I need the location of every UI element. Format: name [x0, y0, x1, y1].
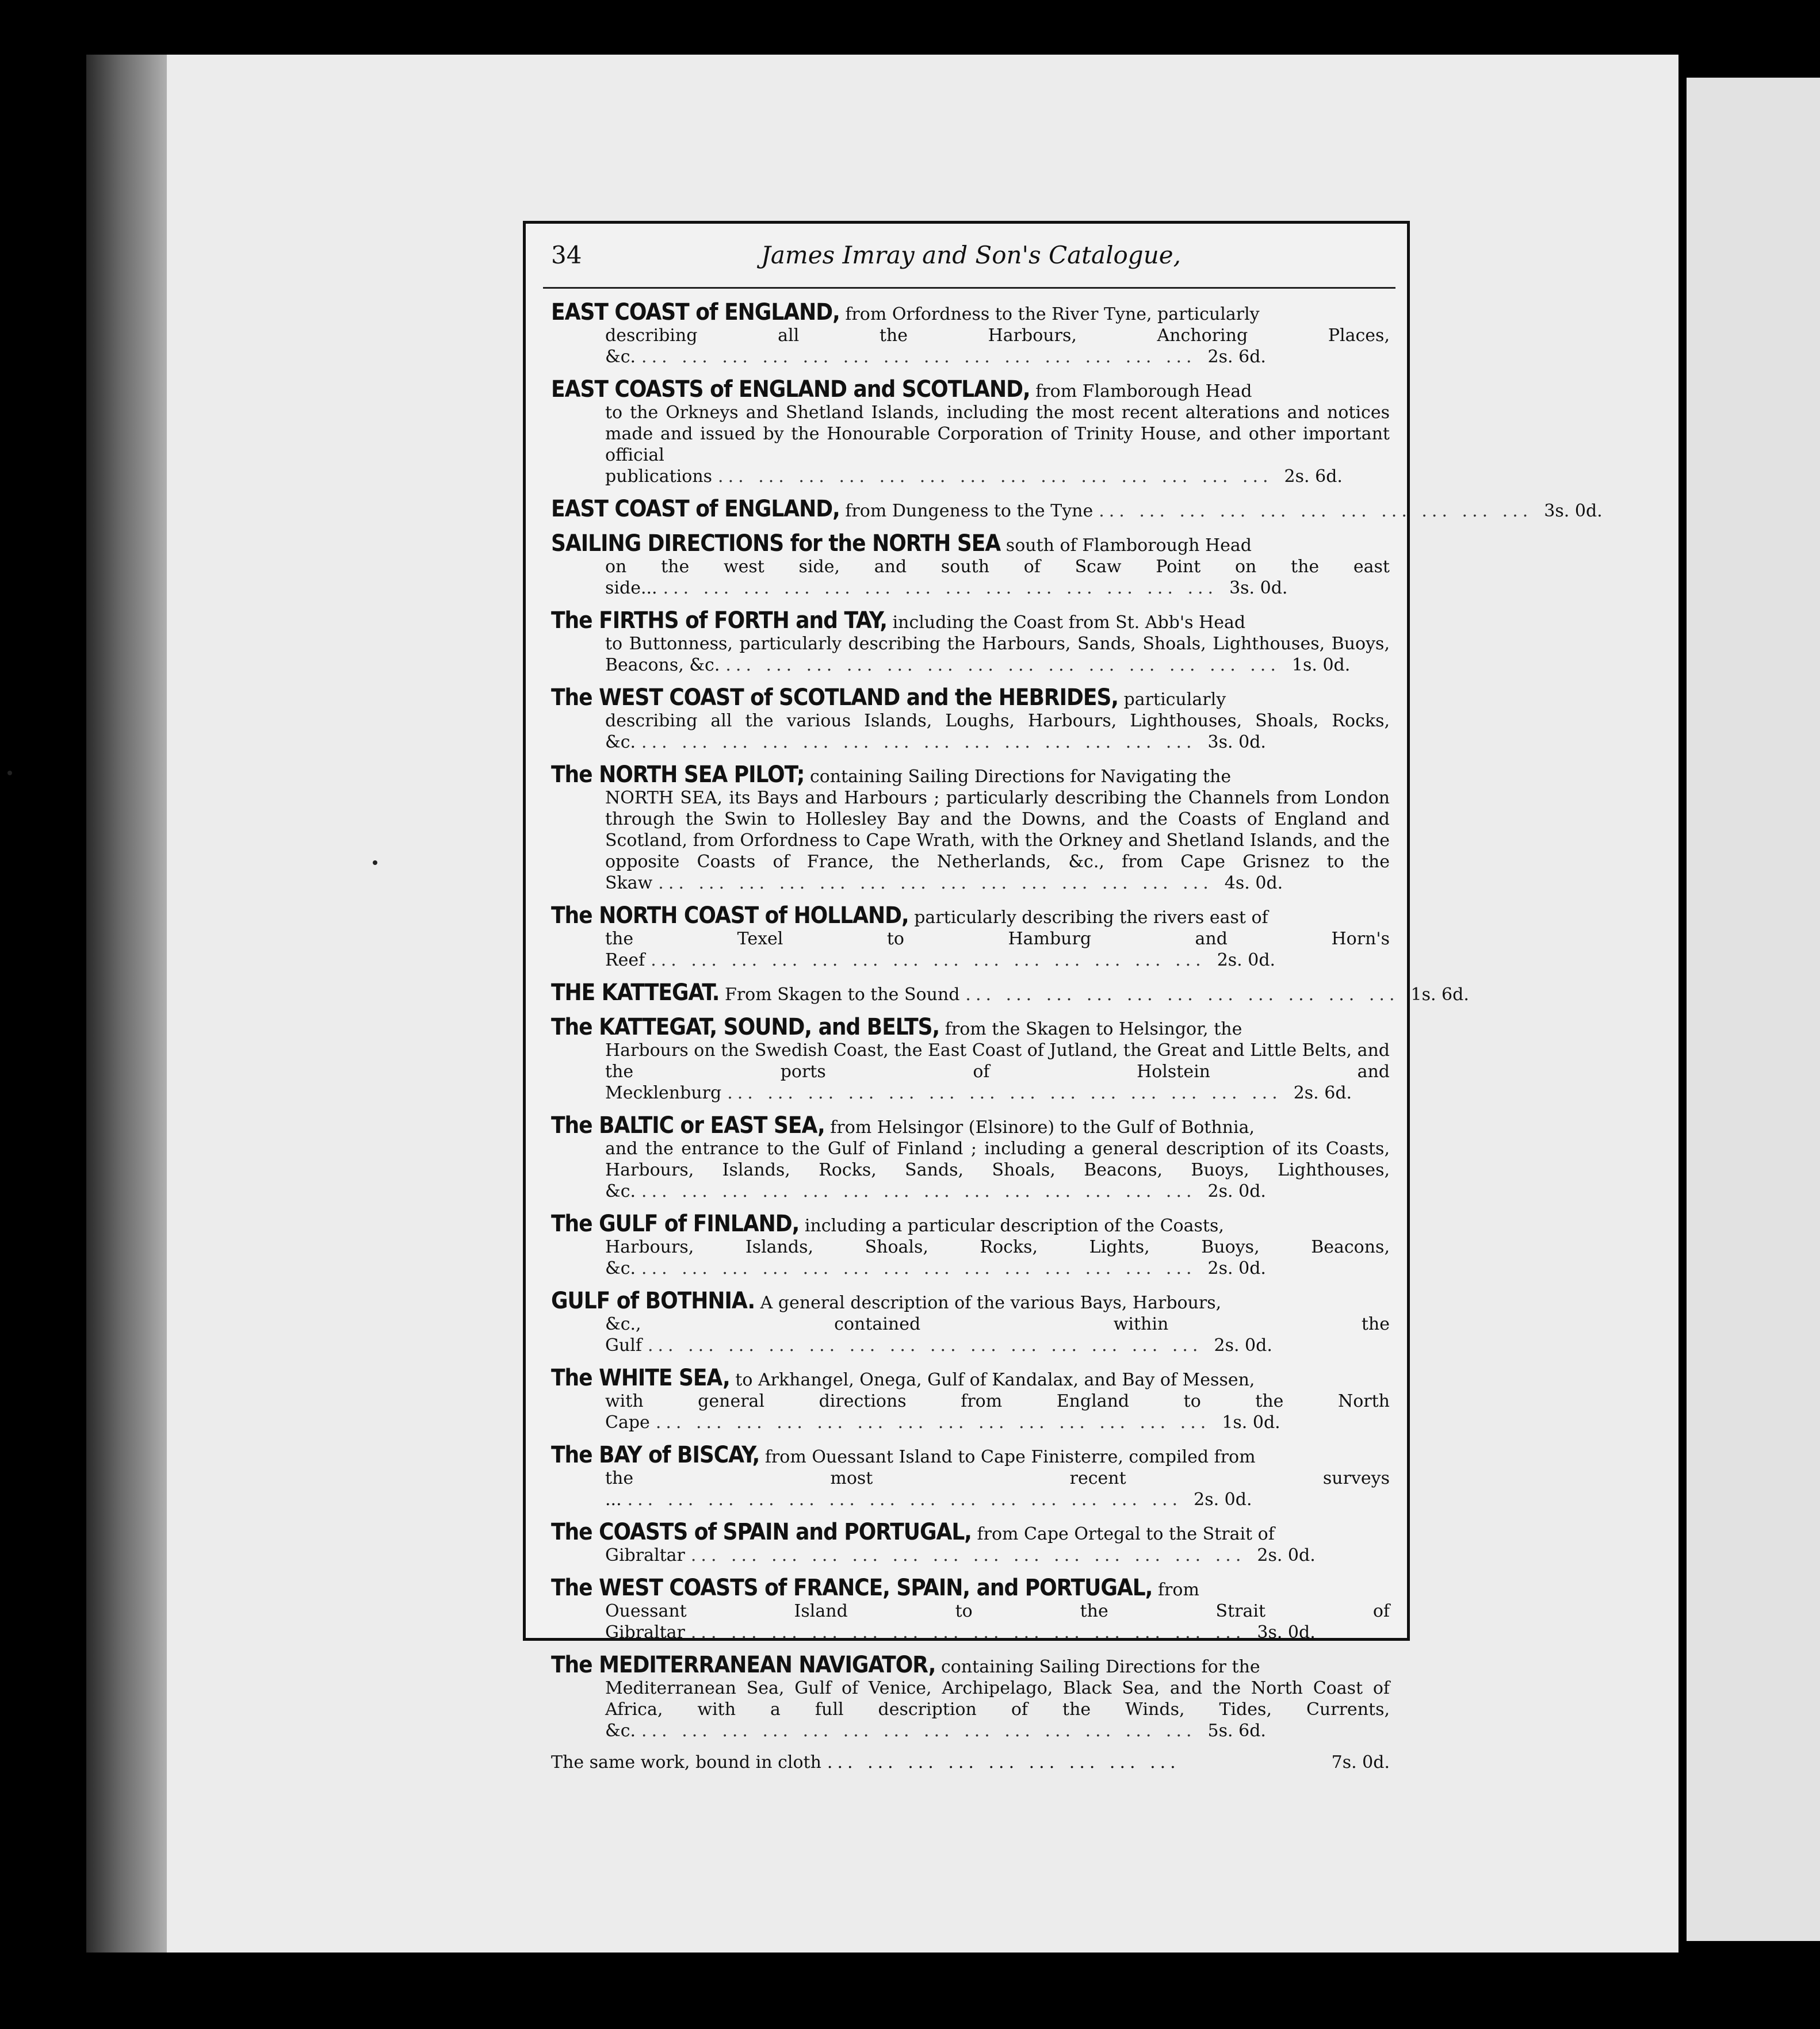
- entry-description: Gibraltar: [605, 1545, 685, 1565]
- entry-title: The NORTH SEA PILOT;: [551, 761, 805, 788]
- entry-description: NORTH SEA, its Bays and Harbours ; particularly describing the Channels from London through the Swin to Hollesley Bay and the Downs, and the Coasts of England and Scotland, from Orfordness to Cape Wrath, with the Orkney and Shetland Islands, and the opposite Coasts of France, the Netherlands, &c., from Cape Grisnez to the Skaw: [605, 788, 1390, 893]
- entry-description: describing all the Harbours, Anchoring Places, &c.: [605, 326, 1390, 367]
- entry-price: 2s. 0d.: [1214, 1335, 1272, 1356]
- entry-description-start: including the Coast from St. Abb's Head: [892, 612, 1246, 633]
- leader-dots: ... ... ... ... ... ... ... ... ... ... ... ... ... ...: [641, 1721, 1196, 1741]
- entry-description: Mediterranean Sea, Gulf of Venice, Archipelago, Black Sea, and the North Coast of Africa, with a full description of the Winds, Tides, Currents, &c.: [605, 1678, 1390, 1741]
- entry-description: the Texel to Hamburg and Horn's Reef: [605, 929, 1390, 970]
- entry-price: 1s. 0d.: [1222, 1412, 1280, 1433]
- entry-price: 2s. 0d.: [1217, 950, 1276, 970]
- catalogue-frame: [523, 221, 1603, 1772]
- entry-title: The COASTS of SPAIN and PORTUGAL,: [551, 1519, 972, 1545]
- book-page-edge: [86, 55, 173, 1953]
- leader-dots: ... ... ... ... ... ... ... ... ... ... ... ... ... ...: [658, 873, 1213, 893]
- entry-price: 4s. 0d.: [1224, 873, 1283, 893]
- entry-description: to Buttonness, particularly describing the Harbours, Sands, Shoals, Lighthouses, Buoys, Beacons, &c.: [605, 634, 1390, 675]
- entry-description-start: from Helsingor (Elsinore) to the Gulf of Bothnia,: [830, 1117, 1255, 1138]
- scan-speck: [373, 860, 377, 865]
- catalogue-entry: [551, 1521, 1390, 1566]
- entry-title: The MEDITERRANEAN NAVIGATOR,: [551, 1652, 936, 1678]
- entry-price: 1s. 6d.: [1410, 985, 1469, 1005]
- entry-title: The FIRTHS of FORTH and TAY,: [551, 607, 888, 634]
- leader-dots: ... ... ... ... ... ... ... ... ... ... ... ... ... ...: [690, 1622, 1246, 1643]
- entry-title: The WEST COAST of SCOTLAND and the HEBRIDES,: [551, 684, 1119, 711]
- entry-description-start: to Arkhangel, Onega, Gulf of Kandalax, and Bay of Messen,: [735, 1370, 1255, 1390]
- catalogue-entry: [551, 1653, 1390, 1741]
- entry-description-start: from Cape Ortegal to the Strait of: [977, 1524, 1275, 1544]
- entry-description-start: A general description of the various Bays, Harbours,: [760, 1293, 1222, 1313]
- entry-price: 3s. 0d.: [1257, 1622, 1316, 1643]
- page-header: [551, 241, 1391, 285]
- entry-description: to the Orkneys and Shetland Islands, including the most recent alterations and notices made and issued by the Honourable Corporation of Trinity House, and other important official publications: [605, 403, 1390, 487]
- entry-description-start: from: [1157, 1580, 1199, 1600]
- entry-description-start: from Ouessant Island to Cape Finisterre, compiled from: [764, 1447, 1256, 1467]
- entry-price: 2s. 6d.: [1207, 347, 1266, 367]
- entry-description: &c., contained within the Gulf: [605, 1314, 1390, 1356]
- entry-description-start: including a particular description of the Coasts,: [804, 1216, 1224, 1236]
- entry-description-start: south of Flamborough Head: [1005, 535, 1252, 556]
- entry-description-start: particularly describing the rivers east of: [914, 908, 1268, 928]
- catalogue-entry: [551, 1366, 1390, 1433]
- entry-title: THE KATTEGAT.: [551, 979, 720, 1006]
- entry-price: 2s. 0d.: [1207, 1258, 1266, 1278]
- entry-price: 1s. 0d.: [1291, 655, 1351, 675]
- entry-title: The BALTIC or EAST SEA,: [551, 1112, 825, 1139]
- leader-dots: ... ... ... ... ... ... ... ... ... ... ... ... ... ...: [725, 655, 1280, 675]
- catalogue-entry: [551, 496, 1603, 522]
- facing-page: [1687, 78, 1820, 1941]
- leader-dots: ... ... ... ... ... ... ... ... ... ... ... ... ... ...: [663, 578, 1218, 598]
- leader-dots: ... ... ... ... ... ... ... ... ... ... ... ... ... ...: [727, 1083, 1282, 1103]
- entry-price: 2s. 0d.: [1194, 1490, 1252, 1510]
- entry-description-start: from Orfordness to the River Tyne, particularly: [845, 304, 1260, 324]
- catalogue-entry: [551, 609, 1390, 676]
- leader-dots: ... ... ... ... ... ... ... ... ... ... ... ... ... ...: [718, 466, 1273, 487]
- bound-in-cloth-entry: [551, 1752, 1390, 1773]
- catalogue-entry: [551, 686, 1390, 753]
- leader-dots: ... ... ... ... ... ... ... ... ... ... ... ... ... ...: [641, 347, 1196, 367]
- scan-speck: [7, 771, 12, 775]
- entry-description: with general directions from England to the North Cape: [605, 1391, 1390, 1433]
- catalogue-entry: [551, 532, 1390, 599]
- entry-price: 2s. 0d.: [1207, 1181, 1266, 1201]
- entry-title: EAST COAST of ENGLAND,: [551, 496, 840, 522]
- catalogue-entry: [551, 1289, 1390, 1356]
- entry-title: The BAY of BISCAY,: [551, 1442, 760, 1468]
- entry-price: 3s. 0d.: [1544, 501, 1603, 521]
- facing-page-rule: [1678, 78, 1687, 1941]
- entry-description-start: From Skagen to the Sound: [725, 985, 960, 1005]
- leader-dots: ... ... ... ... ... ... ... ... ... ... ... ... ... ...: [647, 1335, 1203, 1356]
- entry-title: The GULF of FINLAND,: [551, 1211, 800, 1237]
- entry-description: on the west side, and south of Scaw Point on the east side...: [605, 557, 1390, 598]
- leader-dots: ... ... ... ... ... ... ... ... ... ... ... ... ... ...: [641, 732, 1196, 752]
- leader-dots: ... ... ... ... ... ... ... ... ... ... ... ... ... ...: [651, 950, 1206, 970]
- catalogue-entries: [551, 299, 1603, 1773]
- entry-description: the most recent surveys ...: [605, 1468, 1390, 1510]
- entry-title: EAST COASTS of ENGLAND and SCOTLAND,: [551, 376, 1030, 403]
- entry-description-start: containing Sailing Directions for Navigating the: [809, 767, 1232, 787]
- entry-description: Ouessant Island to the Strait of Gibraltar: [605, 1601, 1390, 1643]
- entry-title: SAILING DIRECTIONS for the NORTH SEA: [551, 530, 1001, 557]
- entry-description-start: particularly: [1123, 690, 1226, 710]
- entry-price: 5s. 6d.: [1207, 1721, 1266, 1741]
- leader-dots: ... ... ... ... ... ... ... ... ... ... ... ... ... ...: [690, 1545, 1246, 1565]
- entry-price: 2s. 0d.: [1257, 1545, 1316, 1565]
- page-number: 34: [551, 241, 582, 269]
- entry-description-start: from Dungeness to the Tyne: [845, 501, 1093, 521]
- entry-title: The NORTH COAST of HOLLAND,: [551, 902, 909, 929]
- catalogue-entry: [551, 1016, 1390, 1104]
- leader-dots: ... ... ... ... ... ... ... ... ... ... ...: [965, 985, 1400, 1005]
- entry-description-start: from the Skagen to Helsingor, the: [945, 1019, 1242, 1039]
- leader-dots: ... ... ... ... ... ... ... ... ...: [827, 1752, 1180, 1772]
- leader-dots: ... ... ... ... ... ... ... ... ... ... ... ... ... ...: [641, 1258, 1196, 1278]
- entry-title: GULF of BOTHNIA.: [551, 1288, 755, 1314]
- entry-price: 2s. 6d.: [1284, 466, 1343, 487]
- entry-price: 2s. 6d.: [1293, 1083, 1352, 1103]
- running-head: James Imray and Son's Catalogue,: [761, 241, 1181, 269]
- entry-price: 7s. 0d.: [1331, 1752, 1390, 1772]
- entry-title: EAST COAST of ENGLAND,: [551, 299, 840, 326]
- entry-description-start: from Flamborough Head: [1035, 381, 1252, 401]
- leader-dots: ... ... ... ... ... ... ... ... ... ... ... ... ... ...: [641, 1181, 1196, 1201]
- catalogue-entry: [551, 979, 1469, 1006]
- entry-description-start: containing Sailing Directions for the: [940, 1657, 1260, 1677]
- catalogue-entry: [551, 1212, 1390, 1279]
- entry-description: The same work, bound in cloth: [551, 1752, 821, 1772]
- header-rule: [543, 287, 1395, 289]
- catalogue-entry: [551, 904, 1390, 971]
- entry-description: Harbours, Islands, Shoals, Rocks, Lights, Buoys, Beacons, &c.: [605, 1237, 1390, 1278]
- leader-dots: ... ... ... ... ... ... ... ... ... ... ... ... ... ...: [655, 1412, 1211, 1433]
- leader-dots: ... ... ... ... ... ... ... ... ... ... ...: [1099, 501, 1533, 521]
- catalogue-entry: [551, 1444, 1390, 1510]
- entry-price: 3s. 0d.: [1229, 578, 1288, 598]
- entry-description: Harbours on the Swedish Coast, the East Coast of Jutland, the Great and Little Belts, and the ports of Holstein and Mecklenburg: [605, 1040, 1390, 1103]
- catalogue-entry: [551, 1114, 1390, 1202]
- entry-title: The WHITE SEA,: [551, 1365, 730, 1391]
- catalogue-entry: [551, 763, 1390, 894]
- entry-title: The WEST COASTS of FRANCE, SPAIN, and PORTUGAL,: [551, 1575, 1153, 1601]
- entry-description: describing all the various Islands, Loughs, Harbours, Lighthouses, Shoals, Rocks, &c.: [605, 711, 1390, 752]
- entry-title: The KATTEGAT, SOUND, and BELTS,: [551, 1014, 940, 1040]
- catalogue-entry: [551, 378, 1390, 487]
- entry-description: and the entrance to the Gulf of Finland ; including a general description of its Coasts, Harbours, Islands, Rocks, Sands, Shoals, Beacons, Buoys, Lighthouses, &c.: [605, 1139, 1390, 1201]
- leader-dots: ... ... ... ... ... ... ... ... ... ... ... ... ... ...: [627, 1490, 1183, 1510]
- catalogue-entry: [551, 301, 1390, 367]
- entry-price: 3s. 0d.: [1207, 732, 1266, 752]
- catalogue-entry: [551, 1576, 1390, 1643]
